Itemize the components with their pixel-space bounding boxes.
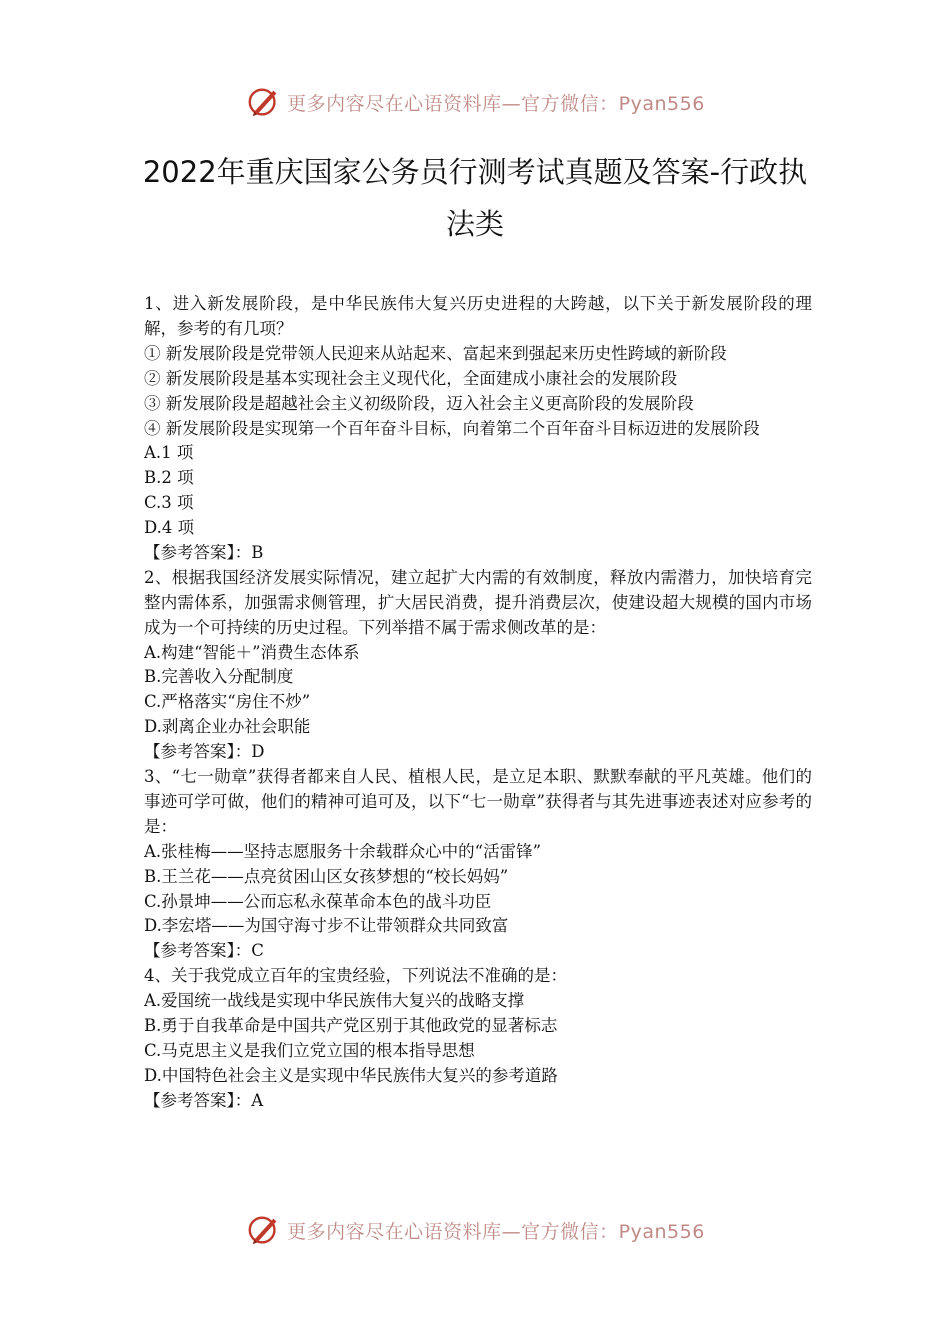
option: C.马克思主义是我们立党立国的根本指导思想 — [144, 1040, 475, 1060]
option: A.构建“智能＋”消费生态体系 — [144, 642, 360, 662]
option: C.孙景坤——公而忘私永葆革命本色的战斗功臣 — [144, 891, 492, 911]
document-title: 2022年重庆国家公务员行测考试真题及答案-行政执法类 — [142, 155, 808, 241]
question-2 — [144, 566, 812, 765]
question-stem: 1、进入新发展阶段，是中华民族伟大复兴历史进程的大跨越，以下关于新发展阶段的理解，参考的有几项？ — [144, 294, 812, 338]
option: D.李宏塔——为国守海寸步不让带领群众共同致富 — [144, 916, 509, 936]
option: C.3 项 — [144, 493, 194, 513]
statement: ③ 新发展阶段是超越社会主义初级阶段，迈入社会主义更高阶段的发展阶段 — [144, 393, 694, 413]
header-watermark-banner — [0, 80, 950, 124]
statement: ② 新发展阶段是基本实现社会主义现代化，全面建成小康社会的发展阶段 — [144, 368, 678, 388]
option: D.剥离企业办社会职能 — [144, 717, 311, 737]
question-stem: 4、关于我党成立百年的宝贵经验，下列说法不准确的是： — [144, 966, 567, 986]
option: C.严格落实“房住不炒” — [144, 692, 311, 712]
questions-content — [144, 292, 812, 1114]
answer: 【参考答案】：C — [144, 941, 264, 961]
question-3 — [144, 765, 812, 964]
pen-logo-icon — [245, 1211, 283, 1249]
wechat-id: Pyan556 — [618, 92, 705, 115]
wechat-id: Pyan556 — [618, 1220, 705, 1243]
question-4 — [144, 964, 812, 1113]
statement: ① 新发展阶段是党带领人民迎来从站起来、富起来到强起来历史性跨域的新阶段 — [144, 343, 727, 363]
pen-logo-icon — [245, 83, 283, 121]
option: A.张桂梅——坚持志愿服务十余载群众心中的“活雷锋” — [144, 841, 542, 861]
question-stem: 2、根据我国经济发展实际情况，建立起扩大内需的有效制度，释放内需潜力，加快培育完整内需体系，加强需求侧管理，扩大居民消费，提升消费层次，使建设超大规模的国内市场成为一个可持续的历史过程。下列举措不属于需求侧改革的是： — [144, 567, 812, 637]
answer: 【参考答案】：B — [144, 542, 264, 562]
banner-text: 更多内容尽在心语资料库—官方微信：Pyan556 — [287, 92, 705, 115]
option: D.4 项 — [144, 518, 195, 538]
option: B.完善收入分配制度 — [144, 667, 294, 687]
option: A.1 项 — [144, 443, 194, 463]
answer: 【参考答案】：D — [144, 742, 265, 762]
option: B.王兰花——点亮贫困山区女孩梦想的“校长妈妈” — [144, 866, 509, 886]
answer: 【参考答案】：A — [144, 1090, 264, 1110]
statement: ④ 新发展阶段是实现第一个百年奋斗目标，向着第二个百年奋斗目标迈进的发展阶段 — [144, 418, 760, 438]
question-stem: 3、“七一勋章”获得者都来自人民、植根人民，是立足本职、默默奉献的平凡英雄。他们的事迹可学可做，他们的精神可追可及，以下“七一勋章”获得者与其先进事迹表述对应参考的是： — [144, 767, 812, 836]
question-1 — [144, 292, 812, 566]
banner-text: 更多内容尽在心语资料库—官方微信：Pyan556 — [287, 1220, 705, 1243]
option: B.勇于自我革命是中国共产党区别于其他政党的显著标志 — [144, 1016, 558, 1035]
footer-watermark-banner — [0, 1208, 950, 1252]
option: A.爱国统一战线是实现中华民族伟大复兴的战略支撑 — [144, 991, 525, 1011]
option: D.中国特色社会主义是实现中华民族伟大复兴的参考道路 — [144, 1065, 558, 1085]
option: B.2 项 — [144, 468, 194, 488]
